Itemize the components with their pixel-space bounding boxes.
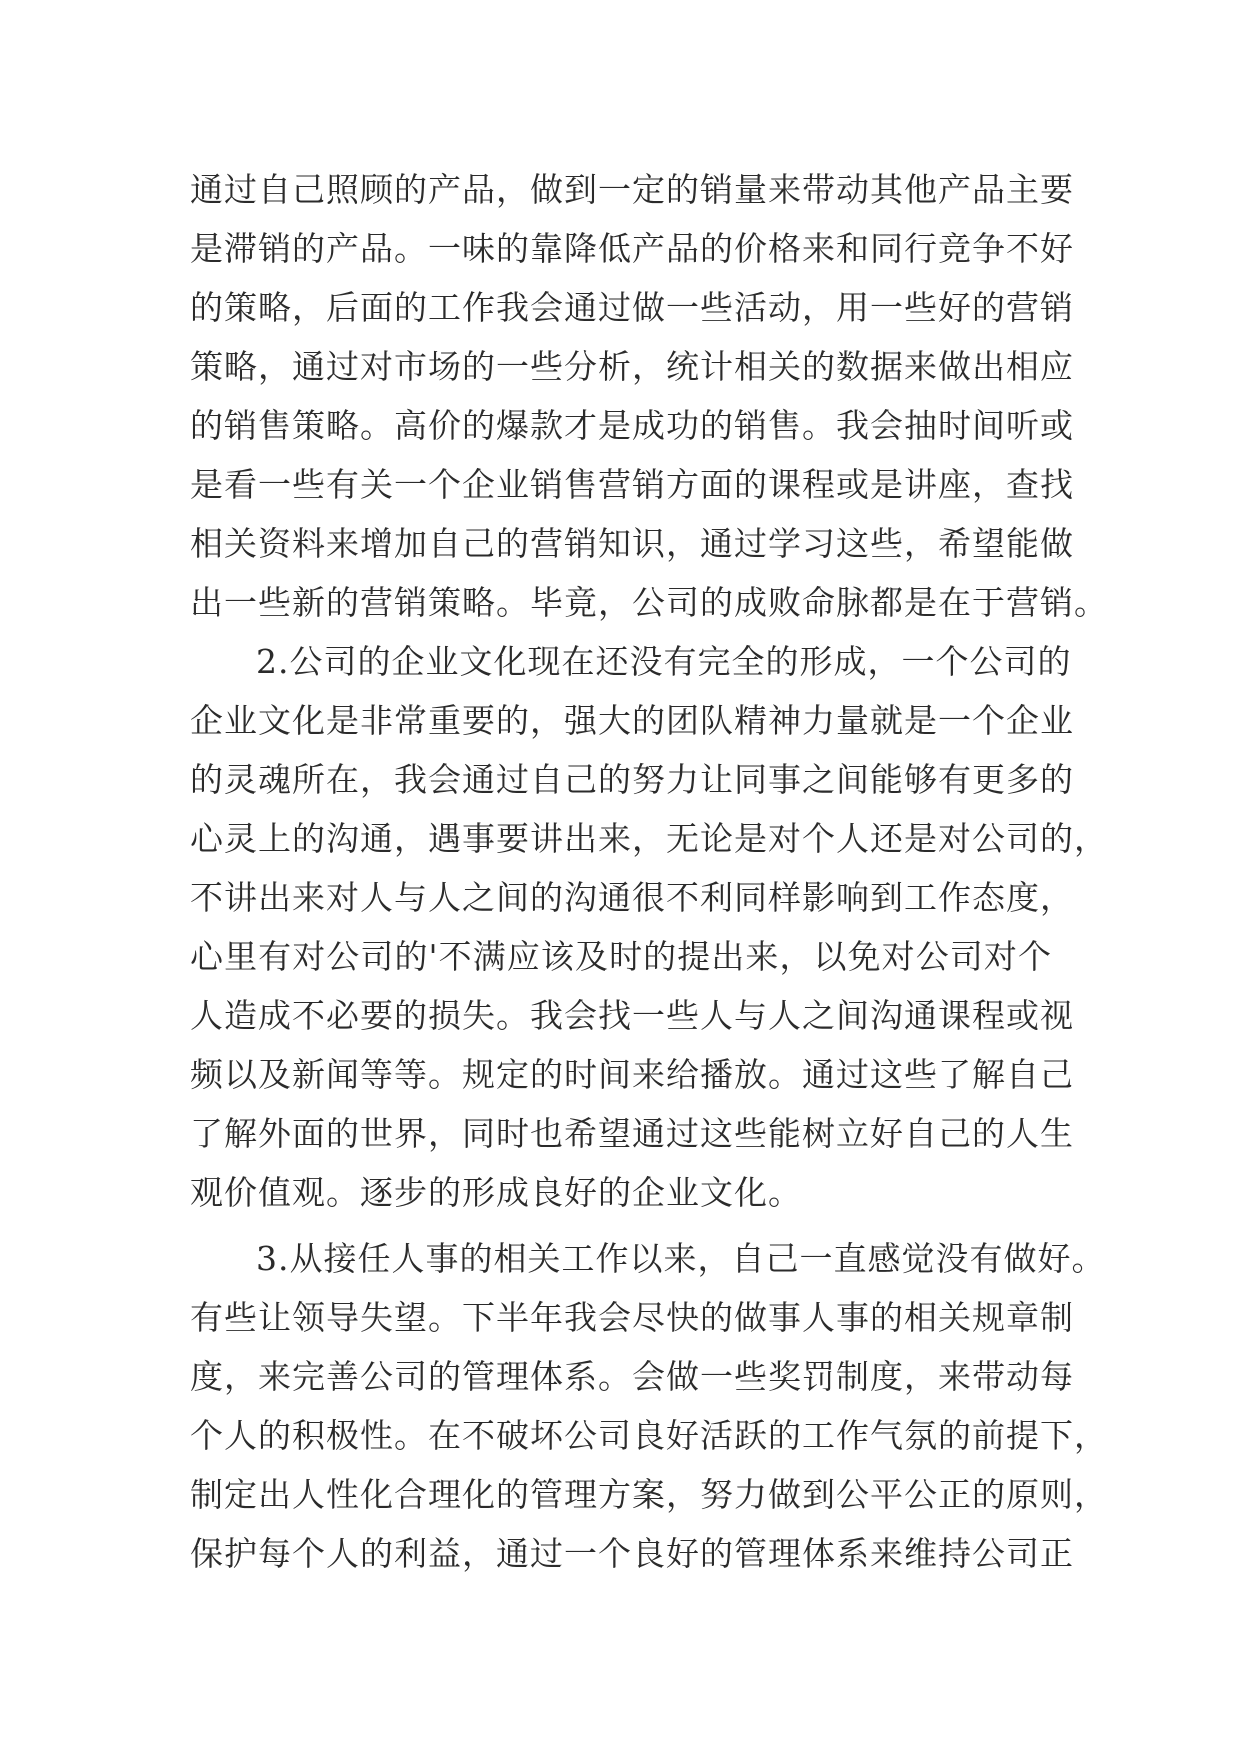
text-line: 相关资料来增加自己的营销知识，通过学习这些，希望能做 [190,524,1074,563]
text-line: 策略，通过对市场的一些分析，统计相关的数据来做出相应 [190,347,1074,386]
text-line: 人造成不必要的损失。我会找一些人与人之间沟通课程或视 [190,996,1074,1035]
text-line: 是滞销的产品。一味的靠降低产品的价格来和同行竞争不好 [190,229,1074,268]
text-line: 保护每个人的利益，通过一个良好的管理体系来维持公司正 [190,1534,1074,1573]
paragraph-first-line: 3.从接任人事的相关工作以来，自己一直感觉没有做好。 [256,1239,1106,1278]
text-line: 的灵魂所在，我会通过自己的努力让同事之间能够有更多的 [190,760,1074,799]
text-line: 个人的积极性。在不破坏公司良好活跃的工作气氛的前提下， [190,1416,1108,1455]
text-line: 的销售策略。高价的爆款才是成功的销售。我会抽时间听或 [190,406,1074,445]
text-line: 心里有对公司的'不满应该及时的提出来，以免对公司对个 [190,937,1052,976]
text-line: 出一些新的营销策略。毕竟，公司的成败命脉都是在于营销。 [190,583,1108,622]
text-line: 制定出人性化合理化的管理方案，努力做到公平公正的原则， [190,1475,1108,1514]
paragraph-gap [190,1222,1052,1229]
text-line: 有些让领导失望。下半年我会尽快的做事人事的相关规章制 [190,1298,1074,1337]
text-line: 企业文化是非常重要的，强大的团队精神力量就是一个企业 [190,701,1074,740]
text-line: 通过自己照顾的产品，做到一定的销量来带动其他产品主要 [190,170,1074,209]
paragraph-first-line: 2.公司的企业文化现在还没有完全的形成，一个公司的 [256,642,1072,681]
text-line: 不讲出来对人与人之间的沟通很不利同样影响到工作态度， [190,878,1074,917]
paragraph-last-line: 观价值观。逐步的形成良好的企业文化。 [190,1173,802,1212]
text-line: 的策略，后面的工作我会通过做一些活动，用一些好的营销 [190,288,1074,327]
text-line: 是看一些有关一个企业销售营销方面的课程或是讲座，查找 [190,465,1074,504]
text-line: 频以及新闻等等。规定的时间来给播放。通过这些了解自己 [190,1055,1074,1094]
text-line: 度，来完善公司的管理体系。会做一些奖罚制度，来带动每 [190,1357,1074,1396]
text-line: 了解外面的世界，同时也希望通过这些能树立好自己的人生 [190,1114,1074,1153]
document-body [190,160,1108,1583]
text-line: 心灵上的沟通，遇事要讲出来，无论是对个人还是对公司的， [190,819,1108,858]
